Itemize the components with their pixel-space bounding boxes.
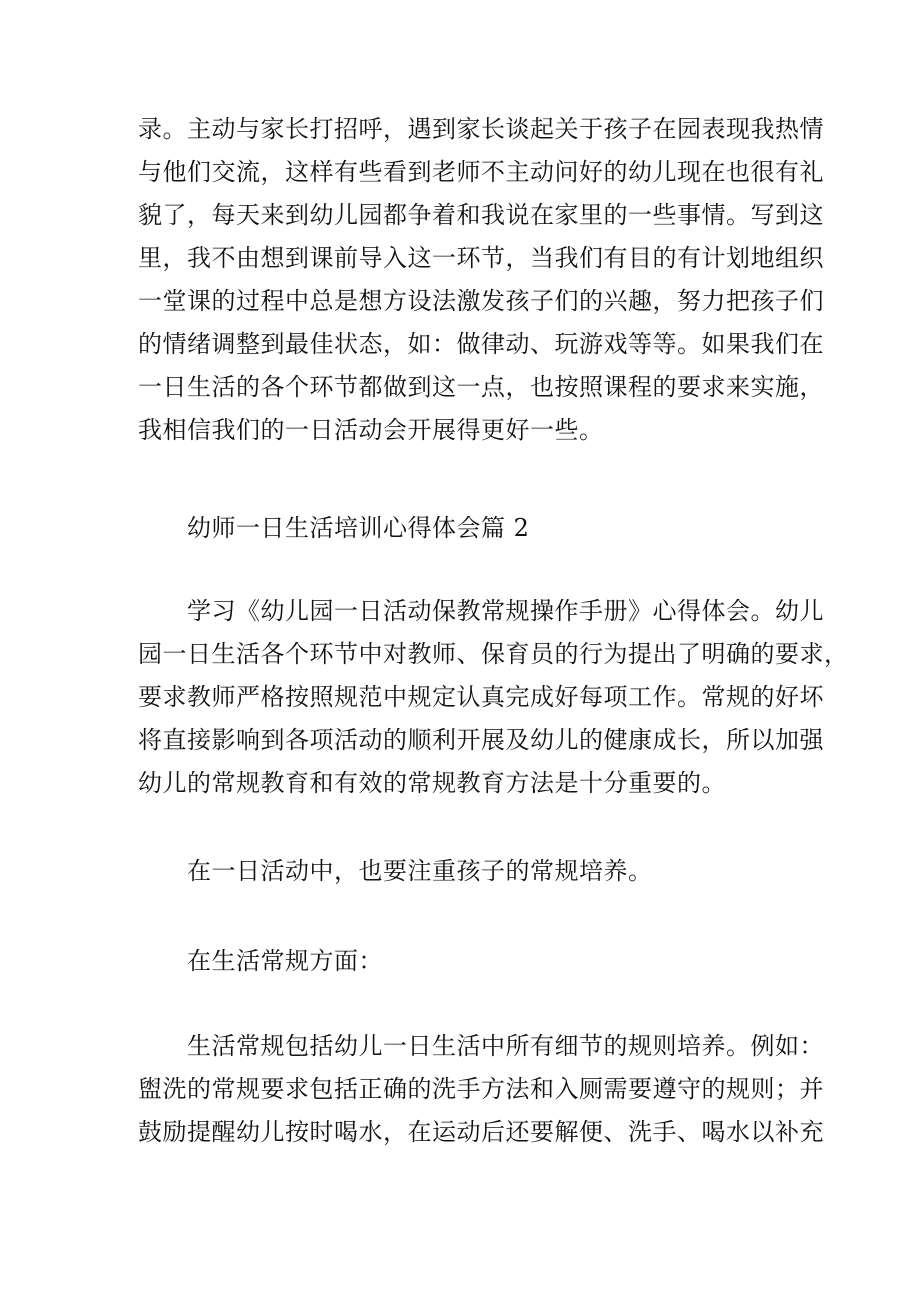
section-heading [138,507,798,550]
text-line: 的情绪调整到最佳状态，如：做律动、玩游戏等等。如果我们在 [138,330,824,358]
text-line: 在一日活动中，也要注重孩子的常规培养。 [187,857,653,885]
paragraph-life-routine-heading [138,940,798,983]
text-line: 盥洗的常规要求包括正确的洗手方法和入厕需要遵守的规则；并 [138,1075,824,1103]
text-line: 园一日生活各个环节中对教师、保育员的行为提出了明确的要求， [138,640,849,668]
heading-text: 幼师一日生活培训心得体会篇 2 [187,514,530,542]
text-line: 里，我不由想到课前导入这一环节，当我们有目的有计划地组织 [138,244,824,272]
text-line: 学习《幼儿园一日活动保教常规操作手册》心得体会。幼儿 [187,597,824,625]
text-line: 我相信我们的一日活动会开展得更好一些。 [138,416,604,444]
paragraph-continuation [138,108,824,452]
text-line: 一堂课的过程中总是想方设法激发孩子们的兴趣，努力把孩子们 [138,287,824,315]
text-line: 一日生活的各个环节都做到这一点，也按照课程的要求来实施， [138,373,824,401]
text-line: 在生活常规方面： [187,947,383,975]
text-line: 生活常规包括幼儿一日生活中所有细节的规则培养。例如： [187,1032,824,1060]
paragraph-intro [138,590,849,805]
text-line: 要求教师严格按照规范中规定认真完成好每项工作。常规的好坏 [138,683,824,711]
text-line: 录。主动与家长打招呼，遇到家长谈起关于孩子在园表现我热情 [138,115,824,143]
text-line: 幼儿的常规教育和有效的常规教育方法是十分重要的。 [138,769,726,797]
text-line: 貌了，每天来到幼儿园都争着和我说在家里的一些事情。写到这 [138,201,824,229]
text-line: 鼓励提醒幼儿按时喝水，在运动后还要解便、洗手、喝水以补充 [138,1118,824,1146]
text-line: 与他们交流，这样有些看到老师不主动问好的幼儿现在也很有礼 [138,158,824,186]
paragraph-life-routine [138,1025,824,1154]
text-line: 将直接影响到各项活动的顺利开展及幼儿的健康成长，所以加强 [138,726,824,754]
paragraph-daily-activity [138,850,798,893]
